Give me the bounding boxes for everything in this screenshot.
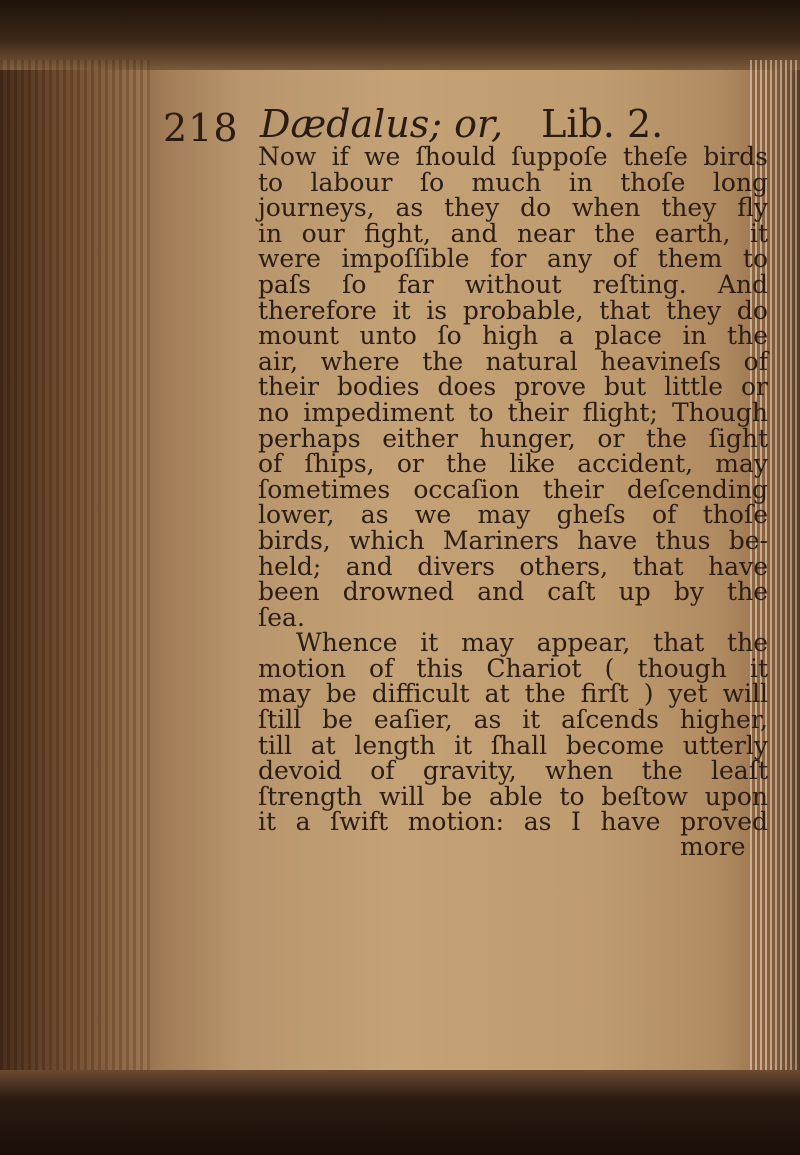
text-line: till at length it ſhall become utterly — [258, 730, 768, 760]
running-head-title: Dædalus; or, — [260, 102, 504, 146]
text-line: mount unto ſo high a place in the — [258, 321, 768, 351]
text-line: Now if we ſhould ſuppoſe theſe birds — [258, 142, 768, 171]
text-line: air, where the natural heavineſs of — [258, 346, 768, 376]
text-line: devoid of gravity, when the leaſt — [258, 756, 768, 786]
text-line: therefore it is probable, that they do — [258, 295, 768, 325]
text-line: were impoſſible for any of them to — [258, 244, 768, 274]
bottom-shadow — [0, 1070, 800, 1155]
text-line: of ſhips, or the like accident, may — [258, 449, 768, 479]
body-text — [258, 144, 768, 835]
text-line: birds, which Mariners have thus be- — [258, 525, 768, 555]
catchword: more — [680, 832, 746, 861]
text-line: held; and divers others, that have — [258, 551, 768, 581]
text-line: perhaps either hunger, or the ſight — [258, 423, 768, 453]
text-line: to labour ſo much in thoſe long — [258, 167, 768, 197]
text-line: Whence it may appear, that the — [296, 628, 768, 658]
running-head — [260, 102, 663, 146]
text-line: their bodies does prove but little or — [258, 372, 768, 402]
text-line: journeys, as they do when they fly — [258, 193, 768, 223]
text-line: no impediment to their flight; Though — [258, 397, 768, 427]
text-line: it a ſwift motion: as I have proved — [258, 807, 768, 837]
page-number: 218 — [163, 106, 239, 150]
page-edges-left — [0, 60, 150, 1080]
text-line: motion of this Chariot ( though it — [258, 653, 768, 683]
text-line: lower, as we may gheſs of thoſe — [258, 500, 768, 530]
text-line: been drowned and caſt up by the — [258, 577, 768, 607]
text-line: ſtrength will be able to beſtow upon — [258, 781, 768, 811]
text-line: ſea. — [258, 602, 305, 632]
text-line: in our fight, and near the earth, it — [258, 218, 768, 248]
running-head-book: Lib. 2. — [541, 102, 664, 146]
text-line: paſs ſo far without reſting. And — [258, 269, 768, 299]
text-line: ſometimes occaſion their deſcending — [258, 474, 768, 504]
text-line: may be difficult at the firſt ) yet will — [258, 679, 768, 709]
text-line: ſtill be eaſier, as it aſcends higher, — [258, 705, 768, 735]
